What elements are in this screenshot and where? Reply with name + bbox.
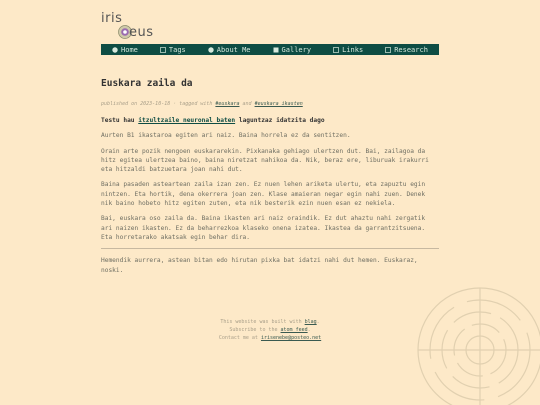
footer-built-text: This website was built with xyxy=(220,319,302,325)
post-body xyxy=(101,116,439,281)
link-icon xyxy=(333,47,339,53)
nav-label-research: Research xyxy=(394,45,428,54)
intro-prefix: Testu hau xyxy=(101,117,135,124)
atom-feed-link[interactable]: atom feed xyxy=(280,326,308,333)
email-link[interactable]: irisenebe@posteo.net xyxy=(260,334,322,341)
decorative-circles xyxy=(380,260,540,405)
meta-prefix: published on 2023-10-18 · tagged with xyxy=(101,101,213,107)
nav-label-links: Links xyxy=(342,45,364,54)
nav-item-research[interactable] xyxy=(385,46,428,54)
nav-item-about[interactable] xyxy=(208,46,251,54)
blag-link[interactable]: blag xyxy=(304,319,317,325)
post-meta xyxy=(101,101,303,107)
person-icon xyxy=(208,47,214,53)
closing-paragraph: Hemendik aurrera, astean bitan edo hirutan pixka bat idatzi nahi dut hemen. Euskaraz, noski. xyxy=(101,257,418,274)
tag-link-euskara[interactable]: #euskara xyxy=(215,101,240,107)
footer-contact-text: Contact me at xyxy=(218,334,258,341)
image-icon xyxy=(273,47,279,53)
footer-built: This website was built with blag. xyxy=(220,319,320,325)
nav-label-gallery: Gallery xyxy=(281,45,312,54)
tag-link-euskara-ikasten[interactable]: #euskara ikasten xyxy=(254,101,303,107)
nav-item-links[interactable] xyxy=(333,46,363,54)
nav-item-home[interactable] xyxy=(112,46,138,54)
intro-line xyxy=(101,116,439,125)
divider xyxy=(101,248,439,249)
footer-subscribe: Subscribe to the atom feed. xyxy=(229,326,311,333)
main-nav xyxy=(101,44,439,55)
paragraph: Baina pasaden asteartean zaila izan zen. Ez nuen lehen ariketa ulertu, eta zapuztu egin nintzen. Eta hortik, dena okerrera joan zen. Klase amaieran negar egin nahi zuen. Denek nik baino hobeto hitz egiten zuten, eta nik besterik ezin nuen esan ez nekiela. xyxy=(101,181,426,208)
footer-subscribe-text: Subscribe to the xyxy=(229,326,278,333)
nav-label-tags: Tags xyxy=(168,45,186,54)
logo-word-iris: iris xyxy=(101,11,123,26)
intro-suffix: laguntzaz idatzita dago xyxy=(238,117,325,124)
home-icon xyxy=(112,47,118,53)
nav-item-gallery[interactable] xyxy=(273,46,312,54)
nav-item-tags[interactable] xyxy=(160,46,186,54)
meta-and: and xyxy=(242,101,252,107)
paragraph: Orain arte pozik nengoen euskararekin. Pixkanaka gehiago ulertzen dut. Bai, zailagoa da hitz egitea ulertzea baino, baina niretzat nahikoa da. Nik, beraz ere, liburuak irakurri eta hitzaldi batzuetara joan nahi dut. xyxy=(101,147,429,174)
paragraph: Bai, euskara oso zaila da. Baina ikasten ari naiz oraindik. Ez dut ahaztu nahi zergatik ari naizen ikasten. Ez da beharrezkoa klaseko onena izatea. Ikastea da garrantzitsuena. Eta horretarako akatsak egin behar dira. xyxy=(101,215,426,241)
logo-word-eus: eus xyxy=(129,25,154,40)
post-title: Euskara zaila da xyxy=(101,78,193,89)
site-logo[interactable] xyxy=(101,11,161,41)
nav-label-about: About Me xyxy=(216,45,251,54)
translator-link[interactable]: itzultzaile neuronal baten xyxy=(138,117,236,124)
paragraph: Aurten B1 ikastaroa egiten ari naiz. Baina horrela ez da sentitzen. xyxy=(101,132,351,140)
nav-label-home: Home xyxy=(121,45,138,54)
document-icon xyxy=(385,47,391,53)
tag-icon xyxy=(160,47,166,53)
